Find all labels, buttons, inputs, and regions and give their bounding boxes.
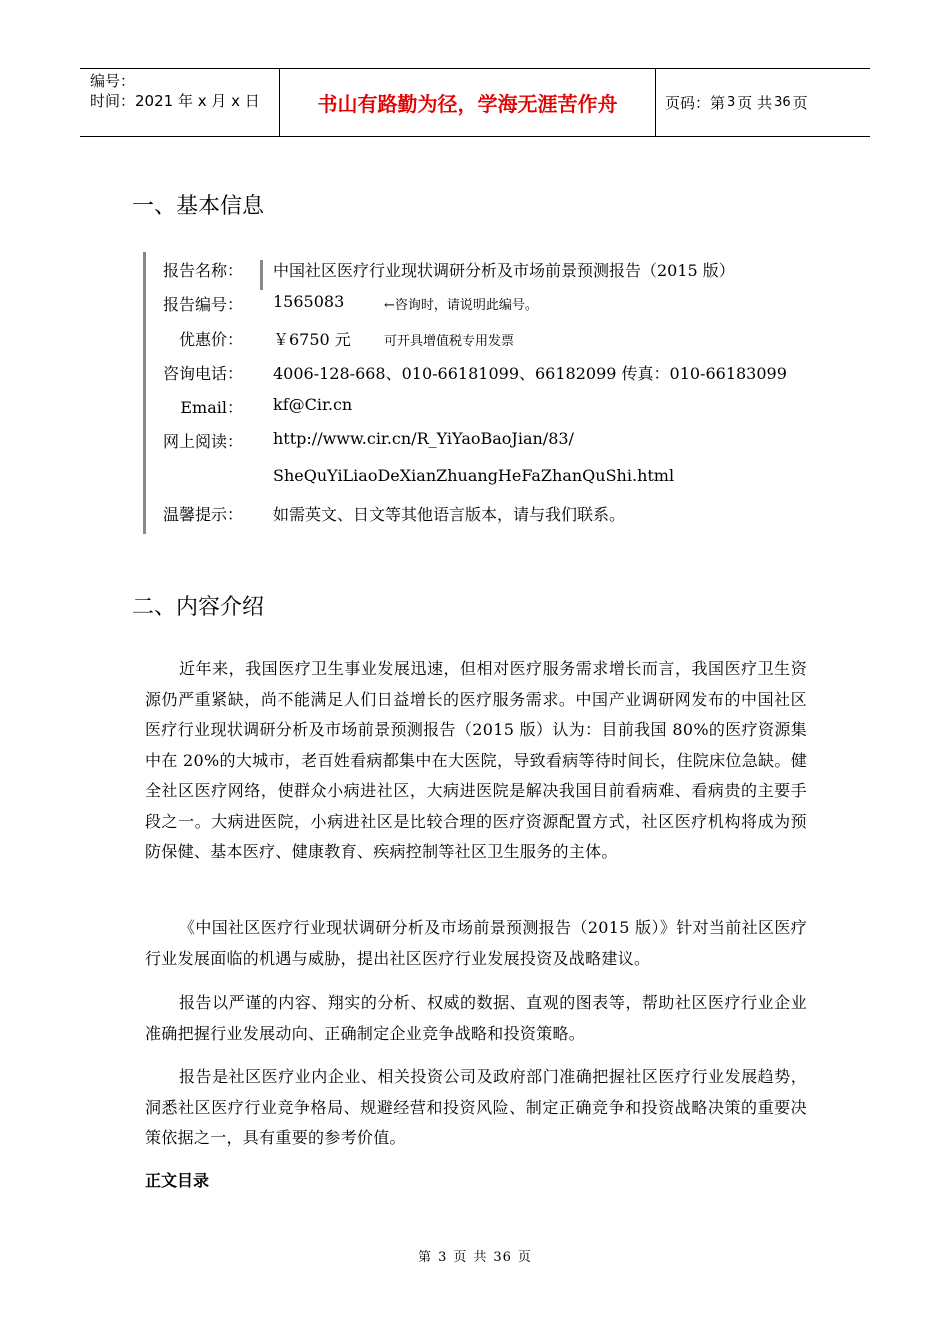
email-link[interactable]: kf@Cir.cn: [273, 395, 353, 414]
info-label: Email：: [180, 398, 243, 417]
info-note: ←咨询时，请说明此编号。: [384, 298, 538, 313]
header-page-suffix: 页: [792, 94, 808, 112]
basic-info-box: [143, 252, 806, 534]
header-time-label: 时间：2021 年 x 月 x 日: [90, 92, 260, 110]
header-page-info: [655, 69, 870, 136]
info-note: 可开具增值税专用发票: [384, 334, 515, 349]
page-footer: [0, 1246, 950, 1265]
header-page-num: 3: [727, 95, 736, 110]
intro-paragraph-4: 报告是社区医疗业内企业、相关投资公司及政府部门准确把握社区医疗行业发展趋势，洞悉社区医疗行业竞争格局、规避经营和投资风险、制定正确竞争和投资战略决策的重要决策依据之一，具有重要的参考价值。: [145, 1067, 807, 1147]
intro-paragraph-1: 近年来，我国医疗卫生事业发展迅速，但相对医疗服务需求增长而言，我国医疗卫生资源仍严重紧缺，尚不能满足人们日益增长的医疗服务需求。中国产业调研网发布的中国社区医疗行业现状调研分析及市场前景预测报告（2015 版）认为：目前我国 80%的医疗资源集中在 20%的大城市，老百姓看病都集中在大医院，导致看病等待时间长，住院床位急缺。健全社区医疗网络，使群众小病进社区，大病进医院是解决我国目前看病难、看病贵的主要手段之一。大病进医院，小病进社区是比较合理的医疗资源配置方式，社区医疗机构将成为预防保健、基本医疗、健康教育、疾病控制等社区卫生服务的主体。: [145, 659, 807, 861]
header-page-mid: 页 共: [737, 94, 773, 112]
info-label: 咨询电话：: [162, 364, 243, 383]
info-label: 优惠价：: [178, 330, 243, 349]
info-value: 1565083: [273, 292, 345, 311]
page-header: [80, 68, 870, 137]
info-value: 4006-128-668、010-66181099、66182099 传真：010-66183099: [273, 364, 787, 383]
header-page-total: 36: [774, 95, 791, 110]
header-motto: 书山有路勤为径，学海无涯苦作舟: [280, 69, 656, 136]
section-title-content-intro: 二、内容介绍: [132, 595, 265, 620]
info-value: 中国社区医疗行业现状调研分析及市场前景预测报告（2015 版）: [273, 261, 735, 280]
footer-text: 共: [473, 1250, 488, 1265]
info-label: 温馨提示：: [162, 505, 243, 524]
info-value: ￥6750 元: [273, 330, 351, 349]
footer-text: 页: [453, 1250, 468, 1265]
section-title-basic-info: 一、基本信息: [132, 194, 265, 219]
header-number-label: 编号：: [90, 72, 136, 90]
url-link[interactable]: http://www.cir.cn/R_YiYaoBaoJian/83/: [273, 429, 574, 448]
header-page-prefix: 页码：第: [665, 94, 726, 112]
footer-text: 页: [517, 1250, 532, 1265]
info-label: 网上阅读：: [162, 432, 243, 451]
footer-page-num: 3: [438, 1250, 448, 1265]
toc-title: 正文目录: [145, 1171, 210, 1190]
header-meta: [80, 69, 280, 136]
url-link-continued[interactable]: SheQuYiLiaoDeXianZhuangHeFaZhanQuShi.html: [273, 466, 675, 485]
intro-paragraph-2: 《中国社区医疗行业现状调研分析及市场前景预测报告（2015 版）》针对当前社区医疗行业发展面临的机遇与威胁，提出社区医疗行业发展投资及战略建议。: [145, 918, 807, 968]
footer-page-total: 36: [493, 1250, 512, 1265]
name-divider: [260, 260, 263, 290]
info-label: 报告编号：: [162, 295, 243, 314]
footer-text: 第: [418, 1250, 433, 1265]
intro-paragraph-3: 报告以严谨的内容、翔实的分析、权威的数据、直观的图表等，帮助社区医疗行业企业准确把握行业发展动向、正确制定企业竞争战略和投资策略。: [145, 993, 807, 1043]
info-value: 如需英文、日文等其他语言版本，请与我们联系。: [273, 505, 626, 524]
info-label: 报告名称：: [162, 261, 243, 280]
